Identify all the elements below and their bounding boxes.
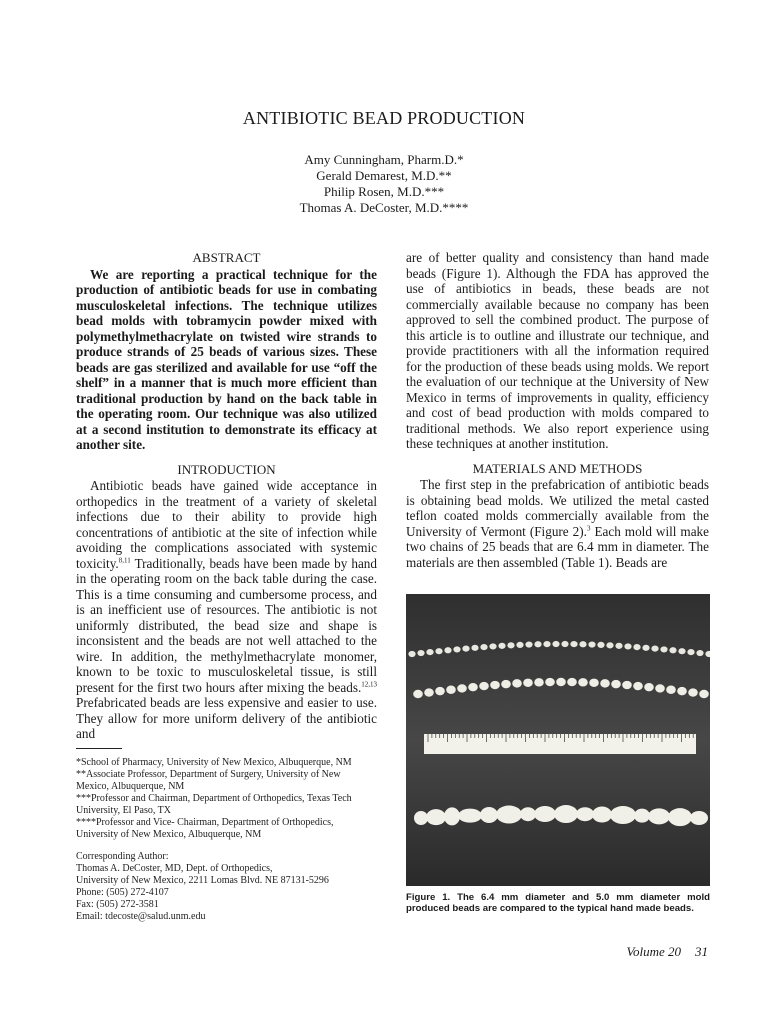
- footnote-rule: [76, 748, 122, 749]
- bead: [413, 690, 423, 698]
- bead: [615, 643, 622, 649]
- bead: [457, 684, 467, 692]
- page-footer: [626, 944, 708, 960]
- bead: [561, 641, 568, 647]
- bead: [414, 811, 428, 825]
- bead: [471, 645, 478, 651]
- bead: [633, 644, 640, 650]
- footnote: **Associate Professor, Department of Surgery, University of New Mexico, Albuquerque, NM: [76, 769, 341, 792]
- bead: [592, 807, 612, 823]
- bead: [690, 811, 708, 825]
- citation-sup: 3: [586, 524, 591, 533]
- bead: [501, 680, 511, 688]
- author-name: Philip Rosen, M.D.***: [323, 184, 445, 199]
- bead: [534, 678, 544, 686]
- bead: [570, 641, 577, 647]
- bead: [479, 682, 489, 690]
- bead: [516, 642, 523, 648]
- bead: [611, 680, 621, 688]
- bead: [666, 686, 676, 694]
- bead: [651, 645, 658, 651]
- intro-text-c: Prefabricated beads are less expensive and easier to use. They allow for more uniform delivery of the antibiotic and: [76, 695, 377, 741]
- bead: [408, 651, 415, 657]
- bead: [600, 679, 610, 687]
- bead: [633, 682, 643, 690]
- author-name: Gerald Demarest, M.D.**: [316, 168, 452, 183]
- bead: [567, 678, 577, 686]
- bead: [446, 686, 456, 694]
- bead: [687, 649, 694, 655]
- corresp-line: Phone: (505) 272-4107: [76, 887, 169, 898]
- corresponding-author: [76, 851, 376, 923]
- page-number: 31: [695, 944, 708, 959]
- methods-heading: MATERIALS AND METHODS: [472, 460, 643, 476]
- author-name: Amy Cunningham, Pharm.D.*: [304, 152, 464, 167]
- bead: [426, 649, 433, 655]
- bead: [424, 688, 434, 696]
- bead: [669, 647, 676, 653]
- corresp-line: Corresponding Author:: [76, 851, 169, 862]
- bead: [696, 650, 703, 656]
- citation-sup: 12,13: [361, 680, 377, 689]
- bead: [496, 806, 522, 824]
- bead: [677, 687, 687, 695]
- bead: [534, 641, 541, 647]
- bead: [435, 648, 442, 654]
- corresp-line: Fax: (505) 272-3581: [76, 899, 159, 910]
- bead: [678, 648, 685, 654]
- author-list: [0, 152, 768, 216]
- bead: [610, 806, 636, 824]
- footnotes: [76, 757, 376, 841]
- figure-caption: Figure 1. The 6.4 mm diameter and 5.0 mm diameter mold produced beads are compared to the typical hand made beads.: [406, 892, 710, 914]
- bead: [554, 805, 578, 823]
- methods-paragraph: [406, 477, 709, 570]
- corresp-line: University of New Mexico, 2211 Lomas Blvd. NE 87131-5296: [76, 875, 329, 886]
- corresp-line: Thomas A. DeCoster, MD, Dept. of Orthopedics,: [76, 863, 273, 874]
- bead: [498, 643, 505, 649]
- bead: [444, 647, 451, 653]
- bead: [523, 679, 533, 687]
- bead: [588, 641, 595, 647]
- bead: [490, 681, 500, 689]
- bead: [597, 642, 604, 648]
- bead: [552, 641, 559, 647]
- abstract-text: We are reporting a practical technique for the production of antibiotic beads for use in combating musculoskeletal infections. The technique utilizes bead molds with tobramycin powder mixed with polymethylmethacrylate on twisted wire strands to produce strands of 25 beads of various sizes. These beads are gas sterilized and available for use “off the shelf” in a manner that is much more efficient than traditional production by hand on the back table in the operating room. Our technique was also utilized at a second institution to demonstrate its efficacy at another site.: [76, 266, 377, 452]
- bead: [660, 646, 667, 652]
- bead: [453, 646, 460, 652]
- bead: [642, 645, 649, 651]
- bead: [648, 808, 670, 824]
- citation-sup: 8,11: [118, 556, 131, 565]
- bead: [507, 642, 514, 648]
- left-column: [76, 250, 377, 742]
- footnote: ***Professor and Chairman, Department of Orthopedics, Texas Tech University, El Paso, TX: [76, 793, 352, 816]
- bead: [634, 809, 650, 823]
- bead: [543, 641, 550, 647]
- bead: [512, 679, 522, 687]
- methods-text-b: Each mold will make two chains of 25 beads that are 6.4 mm in diameter. The materials are then assembled (Table 1). Beads are: [406, 523, 709, 570]
- abstract-heading: ABSTRACT: [192, 250, 261, 265]
- article-title: ANTIBIOTIC BEAD PRODUCTION: [242, 108, 526, 128]
- bead: [606, 642, 613, 648]
- bead: [468, 683, 478, 691]
- bead: [688, 688, 698, 696]
- bead: [668, 808, 692, 826]
- figure-photo-beads: [406, 594, 710, 886]
- bead: [435, 687, 445, 695]
- introduction-heading: INTRODUCTION: [177, 461, 276, 477]
- bead: [622, 681, 632, 689]
- bead: [644, 683, 654, 691]
- bead: [458, 809, 482, 823]
- bead-photo-illustration: [406, 594, 710, 886]
- bead: [520, 807, 536, 821]
- methods-text-a: The first step in the prefabrication of antibiotic beads is obtaining bead molds. We utilized the metal casted teflon coated molds commercially available from the University of Vermont (Figure 2).: [406, 477, 709, 539]
- bead: [480, 807, 498, 823]
- introduction-paragraph: [76, 478, 377, 742]
- bead: [576, 807, 594, 821]
- bead: [444, 807, 460, 825]
- ruler: [424, 734, 696, 754]
- bead: [699, 690, 709, 698]
- intro-text-b: Traditionally, beads have been made by hand in the operating room on the back table during the case. This is a time consuming and cumbersome process, and is an inefficient use of resources. The antibiotic is not uniformly distributed, the bead size and shape is inconsistent and the beads are not well attached to the wire. In addition, the methylmethacrylate monomer, known to be toxic to musculoskeletal tissue, is still present for the first two hours after mixing the beads.: [76, 555, 377, 695]
- bead: [534, 806, 556, 822]
- corresp-line: Email: tdecoste@salud.unm.edu: [76, 911, 206, 922]
- bead: [655, 684, 665, 692]
- bead: [417, 650, 424, 656]
- continued-paragraph: are of better quality and consistency than hand made beads (Figure 1). Although the FDA has approved the use of antibiotics in beads, these beads are not commercially available because no company has been approved to sell the combined product. The purpose of this article is to outline and illustrate our technique, and provide practitioners with all the information required for the production of these beads using molds. We report the evaluation of our technique at the University of New Mexico in terms of improvements in quality, efficiency and cost of bead production with molds compared to traditional methods. We also report experience using these techniques at another institution.: [406, 250, 709, 451]
- author-name: Thomas A. DeCoster, M.D.****: [299, 200, 469, 215]
- bead: [525, 641, 532, 647]
- bead: [579, 641, 586, 647]
- bead: [545, 678, 555, 686]
- bead: [480, 644, 487, 650]
- bead: [556, 678, 566, 686]
- bead: [589, 679, 599, 687]
- footnote: ****Professor and Vice- Chairman, Department of Orthopedics, University of New Mexico, Albuquerque, NM: [76, 817, 334, 840]
- intro-text-a: Antibiotic beads have gained wide acceptance in orthopedics in the treatment of a variety of skeletal infections due to their ability to provide high concentrations of antibiotic at the site of infection while avoiding the complications associated with systemic toxicity.: [76, 478, 377, 571]
- bead: [489, 643, 496, 649]
- bead: [426, 809, 446, 825]
- footnote: *School of Pharmacy, University of New Mexico, Albuquerque, NM: [76, 757, 352, 768]
- bead: [462, 645, 469, 651]
- right-column: [406, 250, 709, 570]
- volume-label: Volume 20: [626, 944, 681, 959]
- bead: [578, 678, 588, 686]
- bead: [624, 643, 631, 649]
